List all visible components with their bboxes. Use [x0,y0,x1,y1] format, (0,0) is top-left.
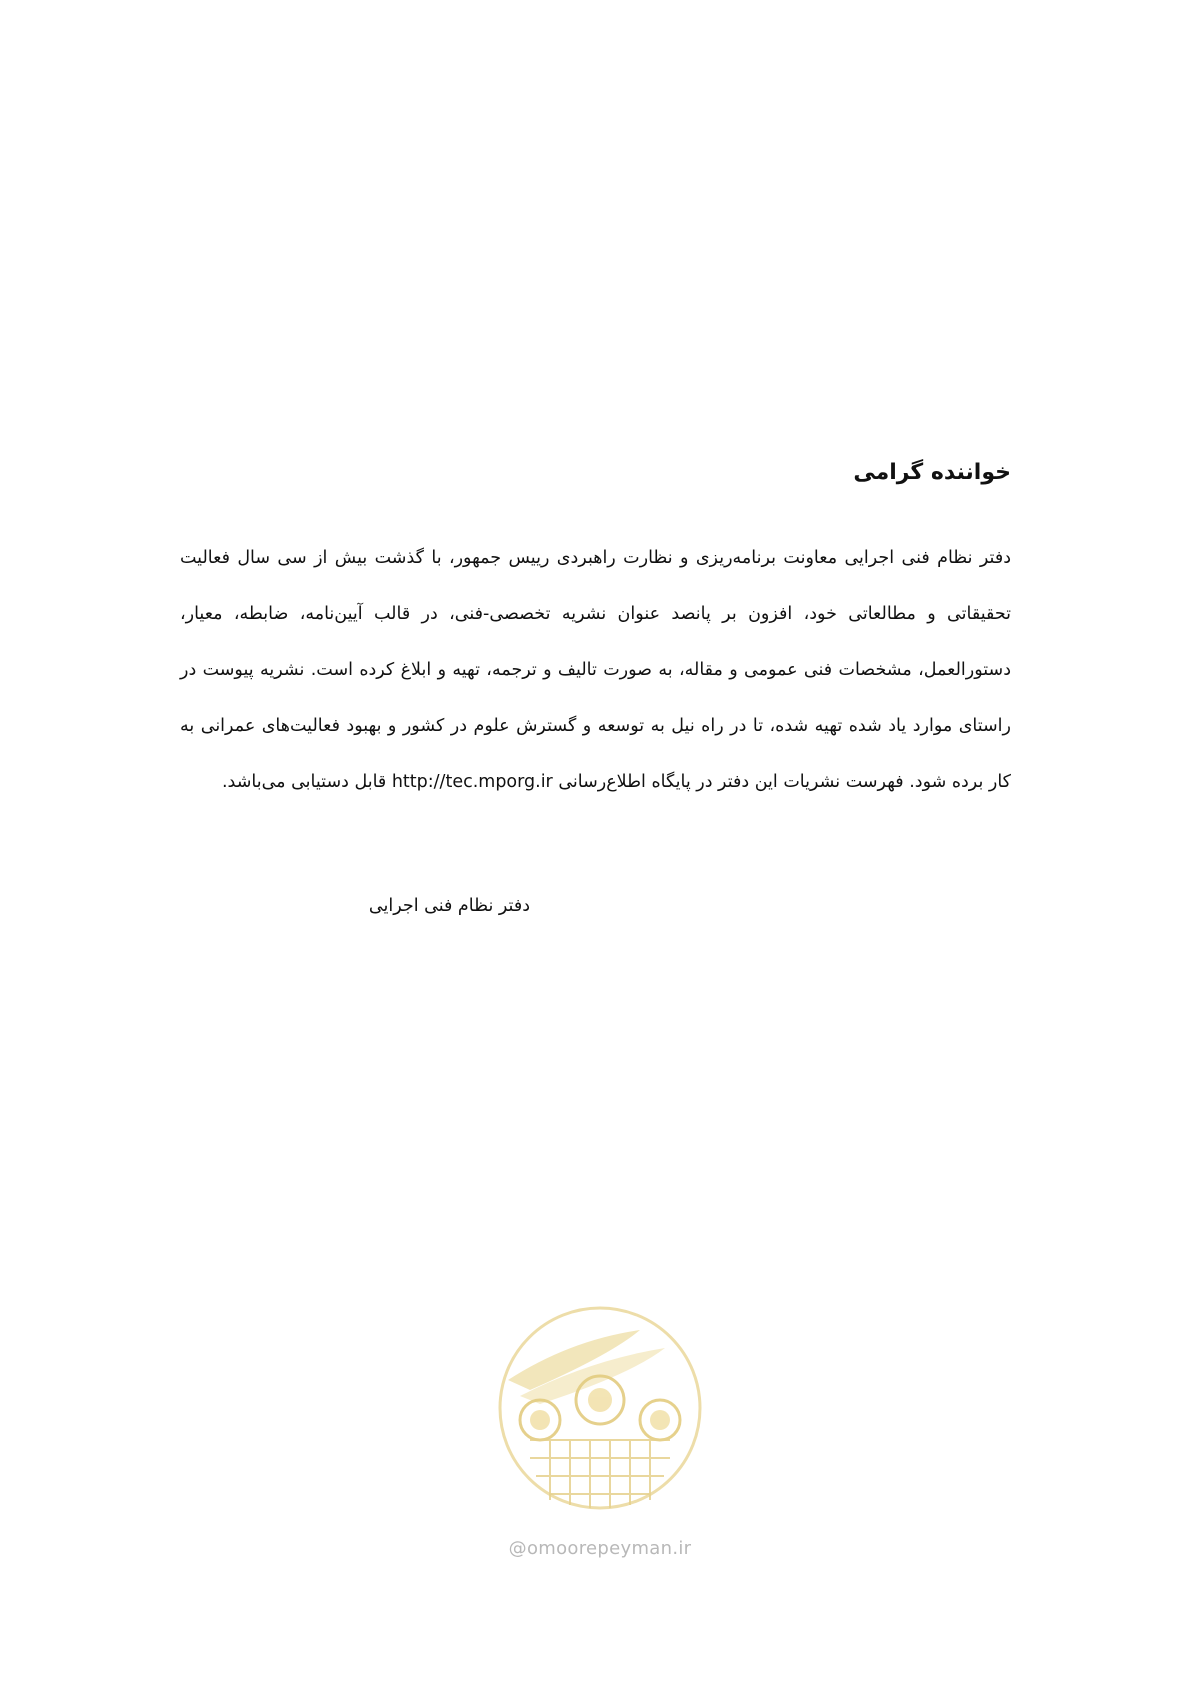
page-heading: خواننده گرامی [853,460,1011,485]
signature: دفتر نظام فنی اجرایی [368,896,530,916]
watermark-logo [490,1300,710,1570]
watermark-url: @omoorepeyman.ir [508,1538,692,1559]
body-paragraph: دفتر نظام فنی اجرایی معاونت برنامه‌ریزی و نظارت راهبردی رییس جمهور، با گذشت بیش از سی سال فعالیت تحقیقاتی و مطالعاتی خود، افزون بر پانصد عنوان نشریه تخصصی-فنی، در قالب آیین‌نامه، ضابطه، معیار، دستورالعمل، مشخصات فنی عمومی و مقاله، به صورت تالیف و ترجمه، تهیه و ابلاغ کرده است. نشریه پیوست در راستای موارد یاد شده تهیه شده، تا در راه نیل به توسعه و گسترش علوم در کشور و بهبود فعالیت‌های عمرانی به کار برده شود. فهرست نشریات این دفتر در پایگاه اطلاع‌رسانی http://tec.mporg.ir قابل دستیابی می‌باشد. [180,548,1011,792]
